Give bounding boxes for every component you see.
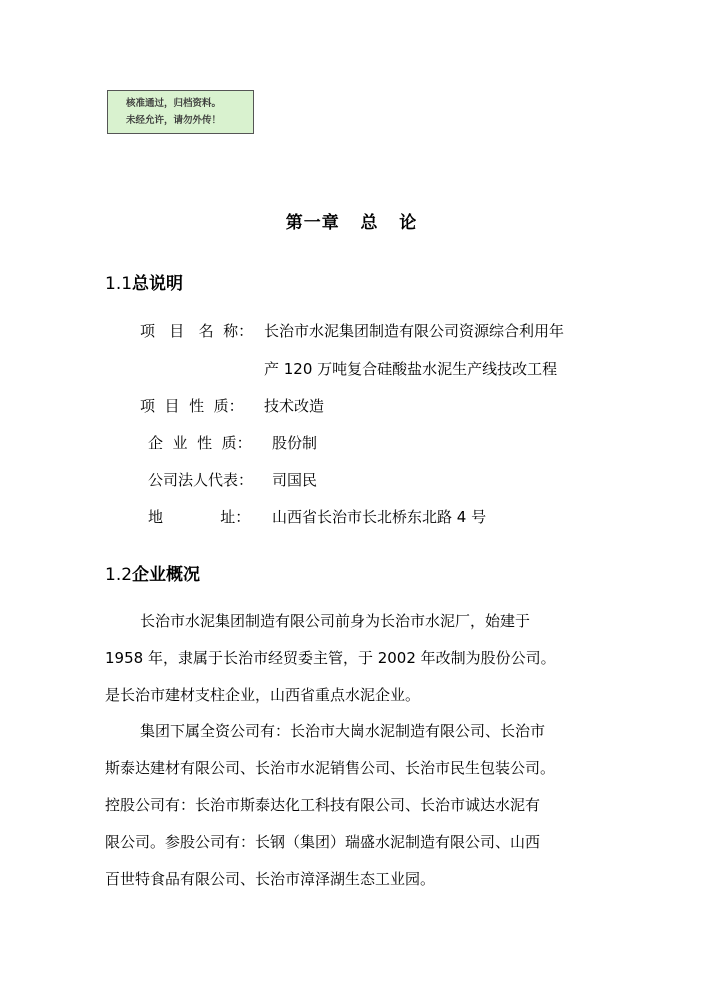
paragraph-line: 是长治市建材支柱企业，山西省重点水泥企业。 [105,686,421,704]
field-value-project-name-line2: 产 120 万吨复合硅酸盐水泥生产线技改工程 [264,360,558,378]
section-heading-1-2 [105,560,200,585]
field-label-company-nature: 企 业 性 质： [148,434,252,452]
paragraph-line: 长治市水泥集团制造有限公司前身为长治市水泥厂，始建于 [140,612,531,630]
field-label-legal-representative: 公司法人代表： [148,471,254,489]
field-value-company-nature: 股份制 [272,434,318,452]
field-label-address: 地 址： [148,508,251,526]
section-number: 1.2 [105,565,133,585]
stamp-line-1: 核准通过，归档资料。 [126,98,222,109]
paragraph-line: 限公司。参股公司有：长钢（集团）瑞盛水泥制造有限公司、山西 [105,833,541,851]
paragraph-line: 控股公司有：长治市斯泰达化工科技有限公司、长治市诚达水泥有 [105,796,541,814]
paragraph-line: 集团下属全资公司有：长治市大崗水泥制造有限公司、长治市 [140,722,546,740]
field-value-address: 山西省长治市长北桥东北路 4 号 [272,508,487,526]
section-number: 1.1 [105,274,133,294]
field-label-project-nature: 项 目 性 质： [140,397,244,415]
paragraph-line: 1958 年，隶属于长治市经贸委主管，于 2002 年改制为股份公司。 [105,649,556,667]
archive-stamp [107,90,254,134]
field-value-project-name-line1: 长治市水泥集团制造有限公司资源综合利用年 [264,322,565,340]
section-title: 企业概况 [132,565,201,585]
chapter-title: 第一章 总 论 [285,213,418,233]
field-value-project-nature: 技术改造 [264,397,325,415]
paragraph-line: 百世特食品有限公司、长治市漳泽湖生态工业园。 [105,870,436,888]
section-title: 总说明 [132,274,184,294]
paragraph-line: 斯泰达建材有限公司、长治市水泥销售公司、长治市民生包装公司。 [105,759,556,777]
section-heading-1-1 [105,269,183,294]
stamp-line-2: 未经允许，请勿外传！ [126,115,222,126]
field-label-project-name: 项 目 名 称： [140,322,254,340]
field-value-legal-representative: 司国民 [272,471,318,489]
